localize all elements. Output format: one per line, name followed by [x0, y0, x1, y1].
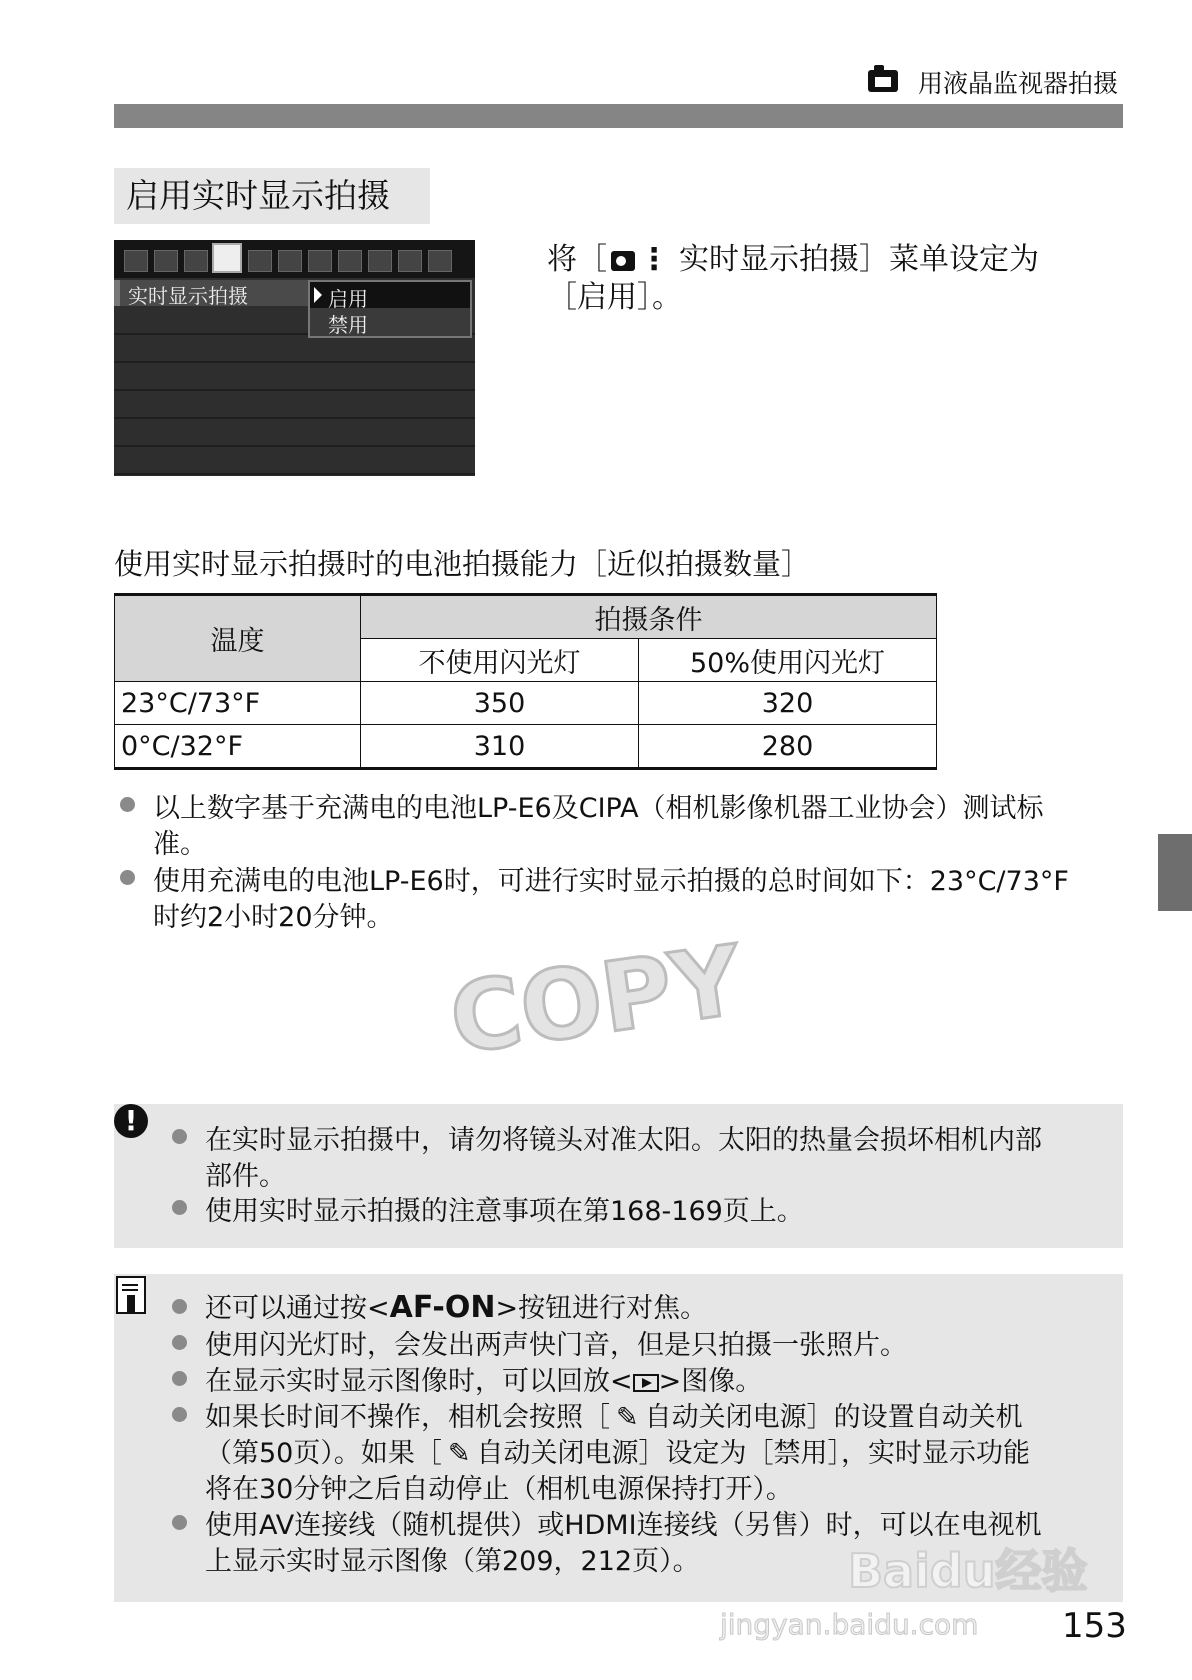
- header-flash-50: 50%使用闪光灯: [639, 639, 937, 682]
- af-on-button-label: AF-ON: [389, 1290, 496, 1325]
- warning-text: 在实时显示拍摄中，请勿将镜头对准太阳。太阳的热量会损坏相机内部: [205, 1125, 1042, 1156]
- bullet-icon: [172, 1371, 187, 1386]
- cell-temp: 23°C/73°F: [115, 682, 361, 725]
- bullet-icon: [172, 1407, 187, 1422]
- wrench-icon: ✎: [616, 1402, 639, 1433]
- bullet-icon: [120, 797, 135, 812]
- header-temperature: 温度: [115, 595, 361, 682]
- note-text: （第50页）。如果［ ✎ 自动关闭电源］设定为［禁用］，实时显示功能: [205, 1438, 1030, 1469]
- table-row: [115, 725, 937, 769]
- menu-tabs: [114, 240, 475, 278]
- instruction-line-2: ［启用］。: [547, 280, 682, 315]
- instruction-text: 实时显示拍摄］菜单设定为: [679, 242, 1039, 277]
- wrench-icon: ✎: [447, 1438, 471, 1469]
- warning-text: 使用实时显示拍摄的注意事项在第168-169页上。: [205, 1196, 804, 1227]
- chapter-title: 用液晶监视器拍摄: [918, 69, 1119, 98]
- bullet-icon: [172, 1335, 187, 1350]
- bullet-icon: [172, 1515, 187, 1530]
- battery-table: [114, 593, 937, 770]
- bullet-text: 使用充满电的电池LP-E6时，可进行实时显示拍摄的总时间如下：23°C/73°F: [153, 866, 1069, 897]
- note-text: 使用AV连接线（随机提供）或HDMI连接线（另售）时，可以在电视机: [205, 1510, 1042, 1541]
- page-number: 153: [1062, 1606, 1127, 1646]
- copy-watermark: COPY: [443, 924, 749, 1076]
- cell-no-flash: 310: [361, 725, 639, 769]
- selection-arrow-icon: [314, 287, 322, 303]
- option-enable: 启用: [328, 287, 368, 311]
- warning-icon: !: [114, 1104, 148, 1138]
- menu-item-live-view: 实时显示拍摄: [128, 284, 248, 308]
- memo-pencil-icon: [116, 1276, 146, 1314]
- cell-flash-50: 320: [639, 682, 937, 725]
- note-text: 还可以通过按<AF-ON>按钮进行对焦。: [205, 1290, 708, 1325]
- baidu-watermark-url: jingyan.baidu.com: [720, 1608, 979, 1641]
- bullet-text: 准。: [153, 829, 207, 860]
- menu-dots-icon: ⋮: [639, 242, 669, 277]
- table-row: [115, 682, 937, 725]
- instruction-text: 将［: [547, 242, 607, 277]
- bullet-icon: [120, 870, 135, 885]
- bullet-text: 时约2小时20分钟。: [153, 902, 394, 933]
- chapter-tab: [1158, 834, 1192, 911]
- playback-icon: [633, 1374, 659, 1392]
- option-disable: 禁用: [328, 313, 368, 337]
- baidu-watermark-logo: Baidu经验: [848, 1544, 1088, 1598]
- header-bar: [114, 104, 1123, 128]
- header-conditions: 拍摄条件: [361, 595, 937, 639]
- note-text: 如果长时间不操作，相机会按照［ ✎ 自动关闭电源］的设置自动关机: [205, 1402, 1023, 1433]
- note-text: 在显示实时显示图像时，可以回放< >图像。: [205, 1366, 763, 1397]
- lcd-menu-screenshot: [114, 240, 475, 476]
- note-text: 将在30分钟之后自动停止（相机电源保持打开）。: [205, 1474, 793, 1505]
- note-text: 使用闪光灯时，会发出两声快门音，但是只拍摄一张照片。: [205, 1330, 907, 1361]
- warning-text: 部件。: [205, 1161, 286, 1192]
- bullet-icon: [172, 1200, 187, 1215]
- bullet-icon: [172, 1129, 187, 1144]
- header-no-flash: 不使用闪光灯: [361, 639, 639, 682]
- live-view-tab-icon: [212, 243, 242, 273]
- bullet-text: 以上数字基于充满电的电池LP-E6及CIPA（相机影像机器工业协会）测试标: [153, 793, 1044, 824]
- camera-icon: [868, 70, 898, 92]
- camera-menu-icon: [611, 251, 635, 271]
- bullet-icon: [172, 1299, 187, 1314]
- cell-no-flash: 350: [361, 682, 639, 725]
- cell-temp: 0°C/32°F: [115, 725, 361, 769]
- note-text: 上显示实时显示图像（第209，212页）。: [205, 1546, 700, 1577]
- section-title: 启用实时显示拍摄: [114, 168, 430, 224]
- battery-heading: 使用实时显示拍摄时的电池拍摄能力［近似拍摄数量］: [114, 547, 811, 581]
- option-popup: [308, 280, 472, 338]
- cell-flash-50: 280: [639, 725, 937, 769]
